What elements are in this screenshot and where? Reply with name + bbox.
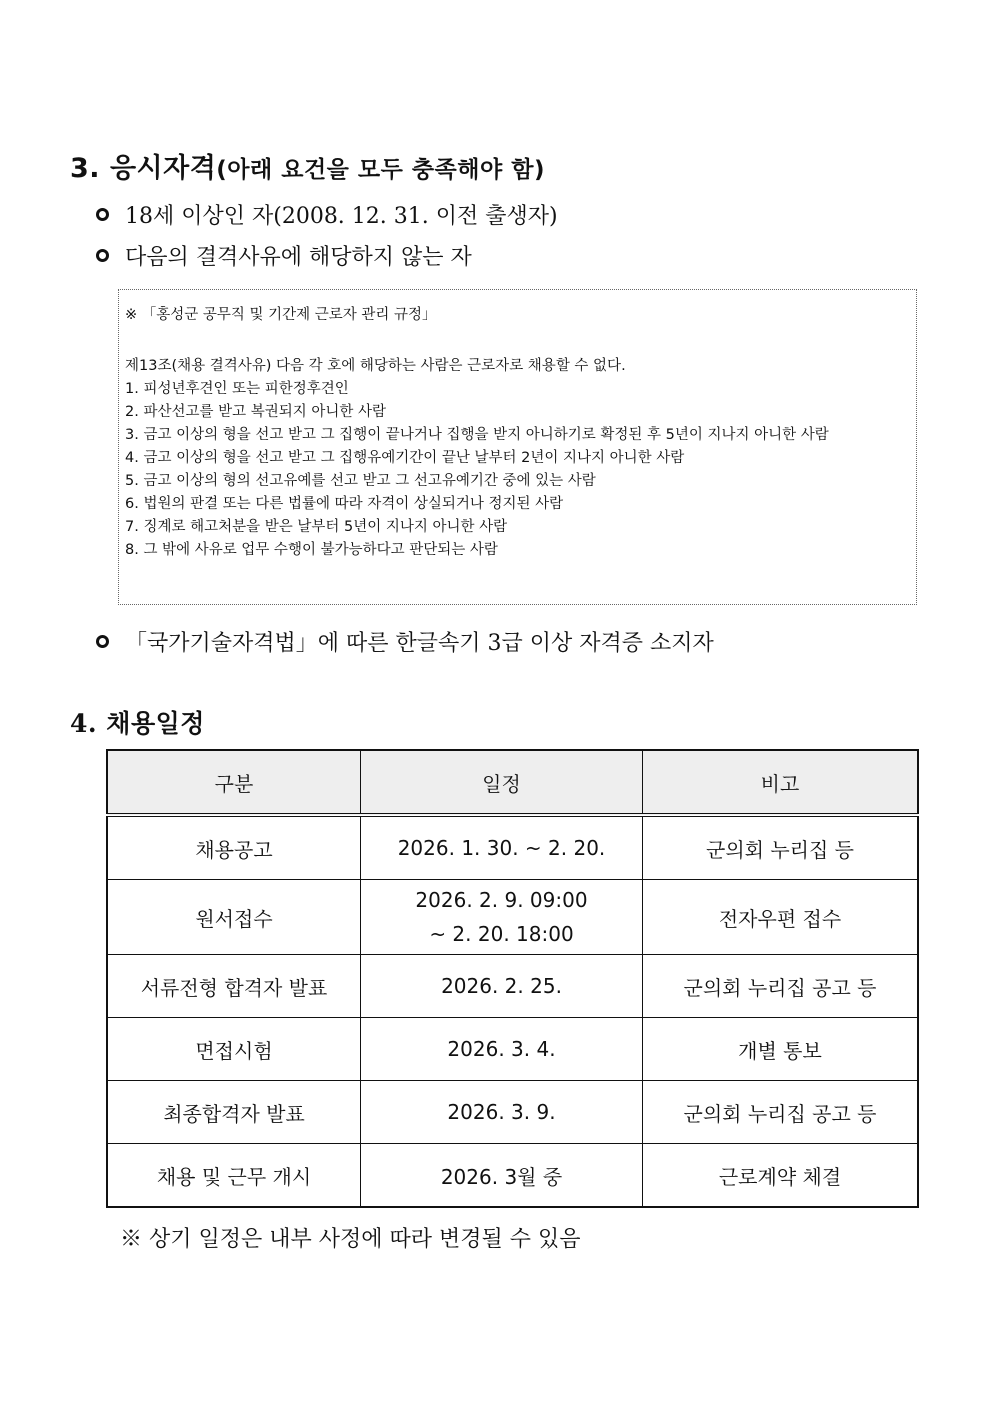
table-cell: 근로계약 체결 bbox=[643, 1144, 919, 1208]
table-cell: 2026. 3. 4. bbox=[361, 1018, 643, 1081]
regulation-item: 3. 금고 이상의 형을 선고 받고 그 집행이 끝나거나 집행을 받지 아니하기로 확정된 후 5년이 지나지 아니한 사람 bbox=[125, 427, 829, 443]
schedule-note: ※ 상기 일정은 내부 사정에 따라 변경될 수 있음 bbox=[120, 1227, 581, 1252]
section3-heading-paren: (아래 요건을 모두 충족해야 함) bbox=[216, 157, 545, 183]
regulation-item: 6. 법원의 판결 또는 다른 법률에 따라 자격이 상실되거나 정지된 사람 bbox=[125, 496, 564, 512]
bullet-age bbox=[96, 199, 558, 230]
table-cell: 원서접수 bbox=[107, 880, 361, 955]
table-cell bbox=[361, 880, 643, 955]
table-cell: 2026. 1. 30. ~ 2. 20. bbox=[361, 815, 643, 880]
table-header-row bbox=[107, 750, 918, 815]
regulation-item: 2. 파산선고를 받고 복권되지 아니한 사람 bbox=[125, 404, 386, 420]
table-cell: 군의회 누리집 공고 등 bbox=[643, 1081, 919, 1144]
table-cell: 면접시험 bbox=[107, 1018, 361, 1081]
table-cell: 채용 및 근무 개시 bbox=[107, 1144, 361, 1208]
table-row bbox=[107, 880, 918, 955]
table-cell-line: ~ 2. 20. 18:00 bbox=[429, 922, 574, 946]
circle-bullet-icon bbox=[96, 635, 109, 648]
regulation-item: 1. 피성년후견인 또는 피한정후견인 bbox=[125, 381, 349, 397]
table-cell: 채용공고 bbox=[107, 815, 361, 880]
table-cell: 군의회 누리집 공고 등 bbox=[643, 955, 919, 1018]
regulation-item: 7. 징계로 해고처분을 받은 날부터 5년이 지나지 아니한 사람 bbox=[125, 519, 508, 535]
table-row bbox=[107, 815, 918, 880]
header-cell: 구분 bbox=[107, 750, 361, 815]
table-row bbox=[107, 1081, 918, 1144]
circle-bullet-icon bbox=[96, 208, 109, 221]
section3-heading-main: 3. 응시자격 bbox=[70, 153, 217, 184]
bullet-certificate bbox=[96, 626, 714, 657]
table-cell: 개별 통보 bbox=[643, 1018, 919, 1081]
table-cell: 2026. 3월 중 bbox=[361, 1144, 643, 1208]
table-row bbox=[107, 1018, 918, 1081]
table-cell-line: 2026. 2. 9. 09:00 bbox=[415, 888, 588, 912]
table-row bbox=[107, 955, 918, 1018]
table-cell: 2026. 3. 9. bbox=[361, 1081, 643, 1144]
header-cell: 일정 bbox=[361, 750, 643, 815]
header-cell: 비고 bbox=[643, 750, 919, 815]
bullet-text: 「국가기술자격법」에 따른 한글속기 3급 이상 자격증 소지자 bbox=[125, 631, 714, 656]
table-cell: 서류전형 합격자 발표 bbox=[107, 955, 361, 1018]
table-cell: 최종합격자 발표 bbox=[107, 1081, 361, 1144]
regulation-item: 4. 금고 이상의 형을 선고 받고 그 집행유예기간이 끝난 날부터 2년이 지나지 아니한 사람 bbox=[125, 450, 685, 466]
schedule-table bbox=[106, 749, 919, 1208]
table-cell: 2026. 2. 25. bbox=[361, 955, 643, 1018]
table-cell: 전자우편 접수 bbox=[643, 880, 919, 955]
regulation-item: 5. 금고 이상의 형의 선고유예를 선고 받고 그 선고유예기간 중에 있는 사람 bbox=[125, 473, 596, 489]
table-row bbox=[107, 1144, 918, 1208]
regulation-item: 8. 그 밖에 사유로 업무 수행이 불가능하다고 판단되는 사람 bbox=[125, 542, 498, 558]
bullet-disqualification bbox=[96, 240, 472, 271]
bullet-text: 다음의 결격사유에 해당하지 않는 자 bbox=[125, 245, 472, 270]
circle-bullet-icon bbox=[96, 249, 109, 262]
regulation-box bbox=[118, 289, 917, 605]
regulation-article: 제13조(채용 결격사유) 다음 각 호에 해당하는 사람은 근로자로 채용할 수 없다. bbox=[125, 358, 626, 374]
section3-heading bbox=[70, 146, 545, 185]
table-cell: 군의회 누리집 등 bbox=[643, 815, 919, 880]
bullet-text: 18세 이상인 자(2008. 12. 31. 이전 출생자) bbox=[125, 204, 558, 229]
section4-heading: 4. 채용일정 bbox=[70, 709, 205, 738]
regulation-title: ※ 「홍성군 공무직 및 기간제 근로자 관리 규정」 bbox=[125, 307, 437, 323]
